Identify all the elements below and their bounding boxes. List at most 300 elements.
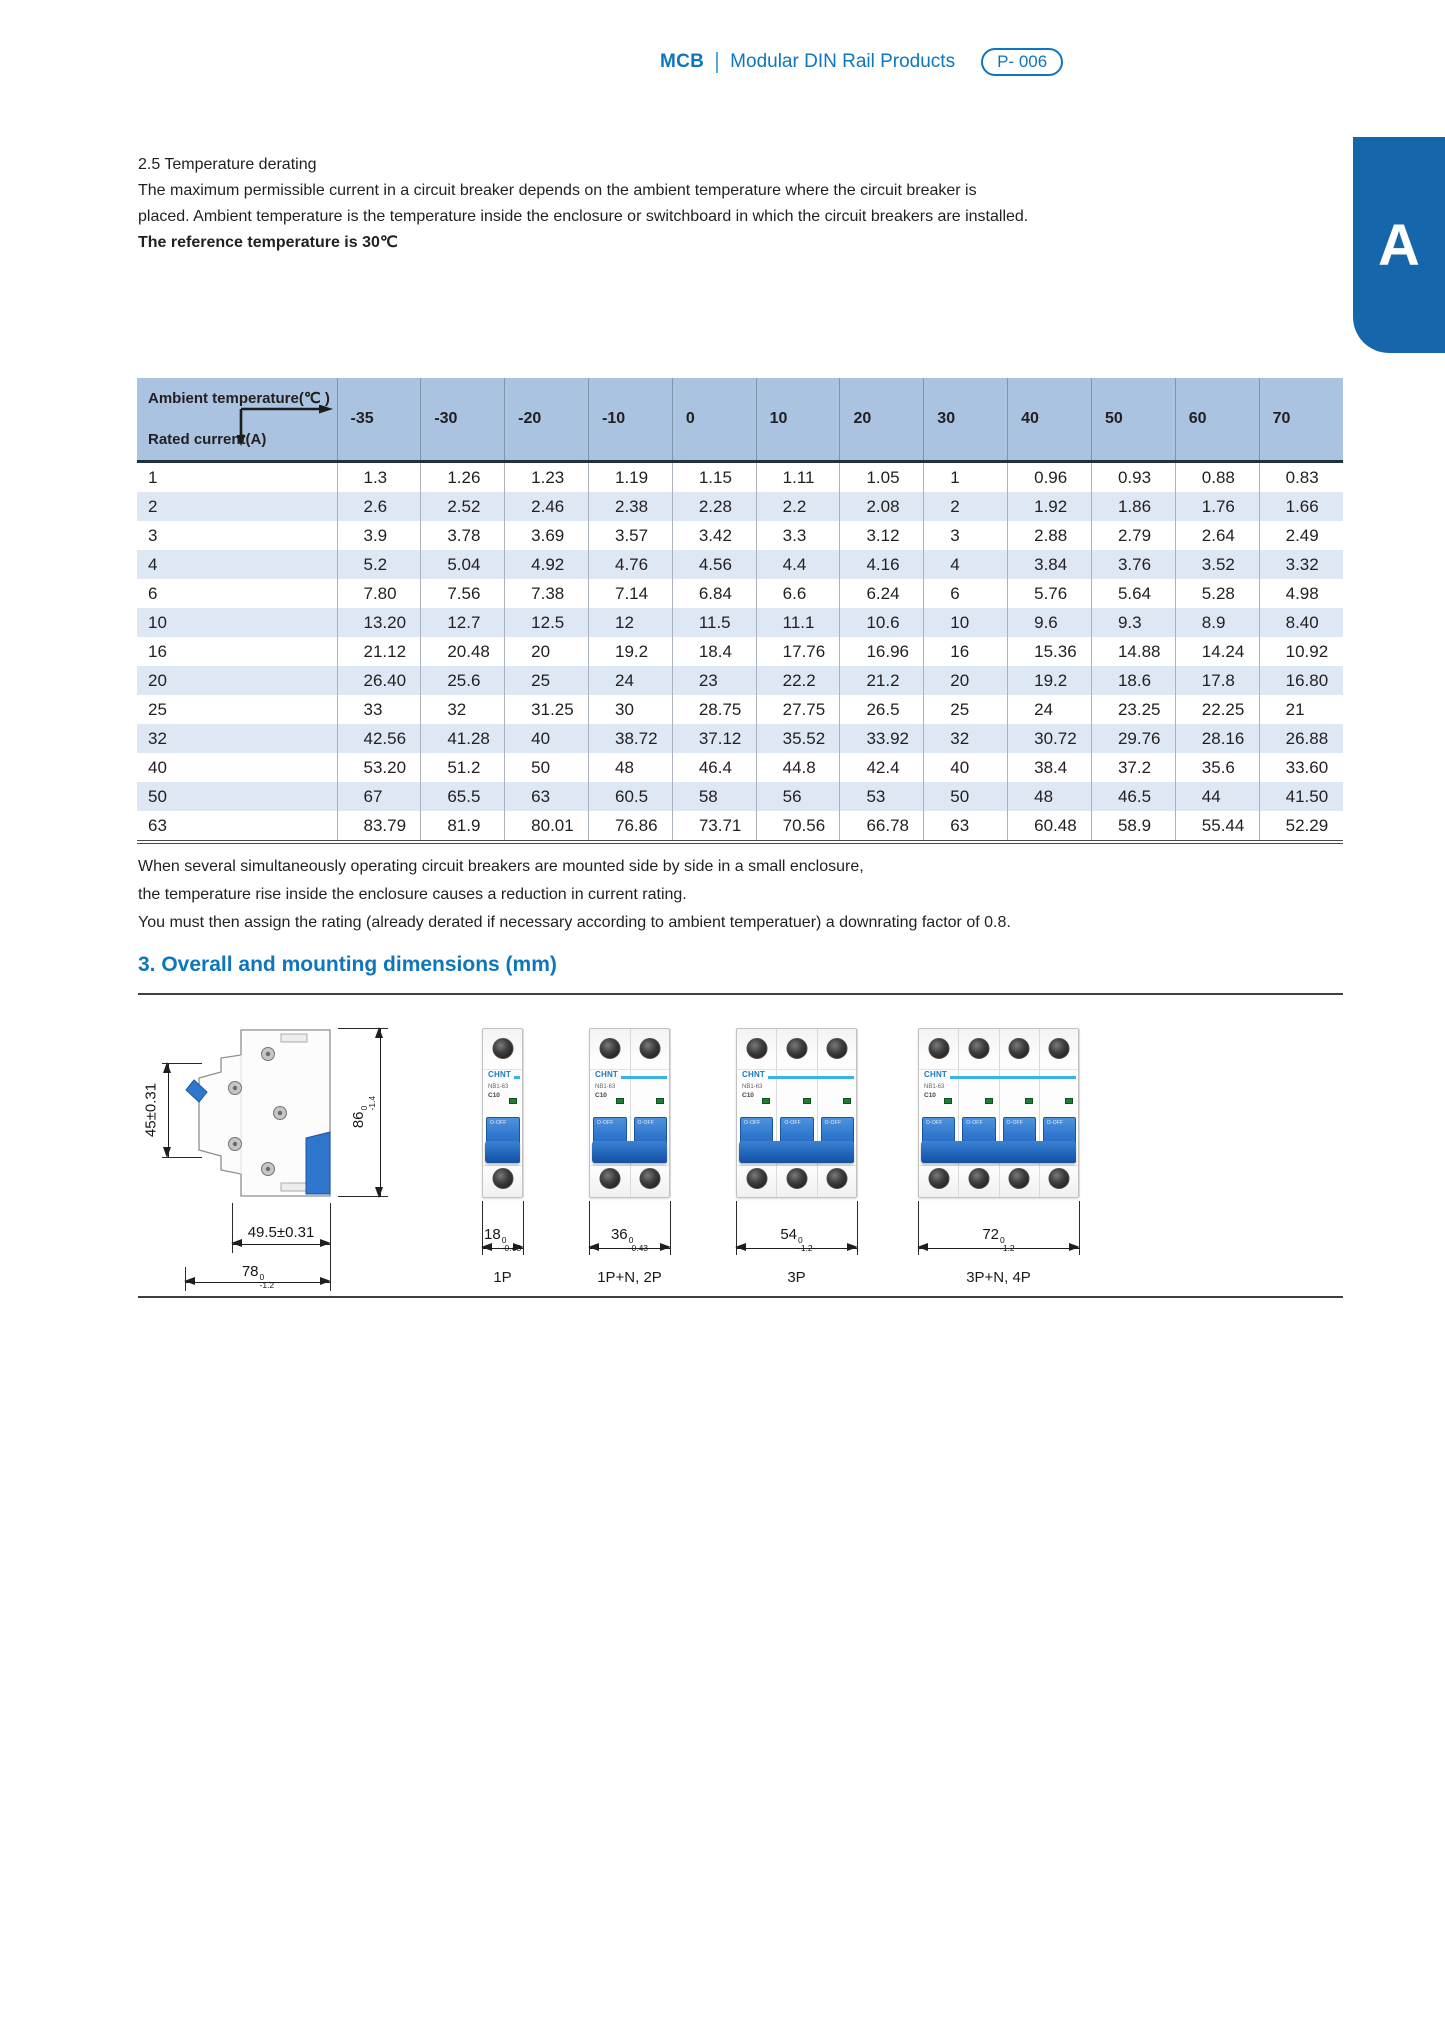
value-cell: 44 xyxy=(1175,782,1259,811)
value-cell: 33 xyxy=(337,695,421,724)
value-cell: 48 xyxy=(588,753,672,782)
value-cell: 2.08 xyxy=(840,492,924,521)
value-cell: 4 xyxy=(924,550,1008,579)
value-cell: 4.56 xyxy=(672,550,756,579)
indicator-window xyxy=(843,1098,851,1104)
mount-depth-dimension-arrow xyxy=(232,1244,330,1245)
value-cell: 2.46 xyxy=(505,492,589,521)
breaker-pole xyxy=(631,1029,672,1197)
breaker-front-view-4 xyxy=(918,1028,1079,1198)
width-dimension-label: 18 0 -0.43 xyxy=(484,1226,522,1253)
row-header-cell: 6 xyxy=(148,583,158,603)
screw-terminal-icon xyxy=(640,1038,661,1059)
value-cell: 1.3 xyxy=(337,462,421,493)
indicator-window xyxy=(762,1098,770,1104)
value-cell: 55.44 xyxy=(1175,811,1259,842)
reference-temperature-note: The reference temperature is 30℃ xyxy=(138,234,398,251)
screw-terminal-icon xyxy=(1049,1168,1070,1189)
rating-text: C10 xyxy=(742,1092,754,1099)
value-cell: 22.25 xyxy=(1175,695,1259,724)
row-header-cell: 2 xyxy=(148,496,158,516)
value-cell: 20 xyxy=(924,666,1008,695)
value-cell: 26.88 xyxy=(1259,724,1343,753)
table-row xyxy=(137,695,1343,724)
value-cell: 83.79 xyxy=(337,811,421,842)
height-dimension-arrow xyxy=(168,1063,169,1157)
value-cell: 4.92 xyxy=(505,550,589,579)
face-line xyxy=(919,1165,1078,1166)
value-cell: 0.83 xyxy=(1259,462,1343,493)
page-number-badge: P- 006 xyxy=(981,48,1063,76)
product-category: Modular DIN Rail Products xyxy=(730,51,956,72)
value-cell: 12.5 xyxy=(505,608,589,637)
value-cell: 2 xyxy=(924,492,1008,521)
breaker-front-view-2 xyxy=(589,1028,670,1198)
breaker-side-view-drawing xyxy=(183,1028,338,1198)
table-row xyxy=(137,608,1343,637)
column-header: -20 xyxy=(505,378,589,462)
width-dimension-label: 36 0 -0.43 xyxy=(610,1226,649,1253)
value-cell: 3.32 xyxy=(1259,550,1343,579)
value-cell: 2.88 xyxy=(1008,521,1092,550)
total-depth-dimension-label: 78 0 -1.2 xyxy=(241,1263,275,1290)
value-cell: 16 xyxy=(924,637,1008,666)
value-cell: 30.72 xyxy=(1008,724,1092,753)
row-header-cell: 3 xyxy=(148,525,158,545)
brand-stripe xyxy=(514,1076,520,1079)
value-cell: 16.96 xyxy=(840,637,924,666)
value-cell: 38.4 xyxy=(1008,753,1092,782)
value-cell: 58 xyxy=(672,782,756,811)
value-cell: 33.92 xyxy=(840,724,924,753)
table-row xyxy=(137,462,1343,493)
column-header: -10 xyxy=(588,378,672,462)
value-cell: 22.2 xyxy=(756,666,840,695)
breaker-pole xyxy=(1000,1029,1040,1197)
value-cell: 17.76 xyxy=(756,637,840,666)
handle-off-text: O-OFF xyxy=(597,1120,614,1126)
screw-terminal-icon xyxy=(827,1168,848,1189)
value-cell: 2.79 xyxy=(1091,521,1175,550)
row-header-cell: 63 xyxy=(148,815,167,835)
ambient-temperature-label: Ambient temperature(℃ ) xyxy=(148,390,330,407)
section-rule-top xyxy=(138,993,1343,995)
brand-logo: CHNT xyxy=(595,1070,619,1079)
value-cell: 12.7 xyxy=(421,608,505,637)
column-header: 10 xyxy=(756,378,840,462)
row-header-cell: 25 xyxy=(148,699,167,719)
value-cell: 63 xyxy=(505,782,589,811)
column-header: 60 xyxy=(1175,378,1259,462)
value-cell: 13.20 xyxy=(337,608,421,637)
screw-terminal-icon xyxy=(968,1038,989,1059)
value-cell: 8.40 xyxy=(1259,608,1343,637)
breaker-pole xyxy=(737,1029,777,1197)
row-header-cell: 10 xyxy=(148,612,167,632)
value-cell: 10 xyxy=(924,608,1008,637)
header-divider xyxy=(716,52,718,73)
face-line xyxy=(483,1165,522,1166)
screw-terminal-icon xyxy=(928,1168,949,1189)
table-row xyxy=(137,666,1343,695)
breaker-pole xyxy=(483,1029,524,1197)
value-cell: 1 xyxy=(924,462,1008,493)
value-cell: 25 xyxy=(924,695,1008,724)
pole-configuration-label: 1P xyxy=(493,1269,512,1286)
table-row xyxy=(137,724,1343,753)
intro-line-2: placed. Ambient temperature is the temperature inside the enclosure or switchboard in which the circuit breakers are installed. xyxy=(138,208,1029,225)
value-cell: 1.86 xyxy=(1091,492,1175,521)
value-cell: 21 xyxy=(1259,695,1343,724)
value-cell: 3.57 xyxy=(588,521,672,550)
value-cell: 23 xyxy=(672,666,756,695)
value-cell: 37.12 xyxy=(672,724,756,753)
value-cell: 53 xyxy=(840,782,924,811)
column-header: 30 xyxy=(924,378,1008,462)
rating-text: C10 xyxy=(924,1092,936,1099)
value-cell: 7.14 xyxy=(588,579,672,608)
value-cell: 29.76 xyxy=(1091,724,1175,753)
row-header-cell: 4 xyxy=(148,554,158,574)
screw-terminal-icon xyxy=(599,1168,620,1189)
handle-off-text: O-OFF xyxy=(1006,1120,1024,1126)
value-cell: 12 xyxy=(588,608,672,637)
value-cell: 19.2 xyxy=(1008,666,1092,695)
value-cell: 1.23 xyxy=(505,462,589,493)
value-cell: 4.98 xyxy=(1259,579,1343,608)
temperature-derating-section xyxy=(138,152,1028,256)
value-cell: 2.6 xyxy=(337,492,421,521)
value-cell: 44.8 xyxy=(756,753,840,782)
din-rail-clip xyxy=(306,1132,330,1194)
table-row xyxy=(137,782,1343,811)
indicator-window xyxy=(1025,1098,1033,1104)
indicator-window xyxy=(656,1098,664,1104)
screw-terminal-icon xyxy=(746,1038,767,1059)
brand-logo: CHNT xyxy=(742,1070,766,1079)
value-cell: 11.1 xyxy=(756,608,840,637)
width-dimension-label: 72 0 -1.2 xyxy=(982,1226,1015,1253)
rated-current-label: Rated current(A) xyxy=(148,431,267,448)
value-cell: 26.5 xyxy=(840,695,924,724)
screw-terminal-icon xyxy=(493,1038,514,1059)
column-header: -35 xyxy=(337,378,421,462)
toggle-connector-bar xyxy=(921,1141,1076,1163)
value-cell: 2.52 xyxy=(421,492,505,521)
brand-logo: CHNT xyxy=(924,1070,948,1079)
breaker-pole xyxy=(818,1029,858,1197)
section-title-2-5: 2.5 Temperature derating xyxy=(138,156,317,173)
value-cell: 31.25 xyxy=(505,695,589,724)
indicator-window xyxy=(803,1098,811,1104)
terminal-slot xyxy=(281,1034,307,1042)
value-cell: 41.50 xyxy=(1259,782,1343,811)
value-cell: 9.6 xyxy=(1008,608,1092,637)
screw-terminal-icon xyxy=(493,1168,514,1189)
screw-terminal-icon xyxy=(640,1168,661,1189)
value-cell: 0.96 xyxy=(1008,462,1092,493)
rating-text: C10 xyxy=(595,1092,607,1099)
table-row xyxy=(137,579,1343,608)
terminal-slot xyxy=(281,1183,307,1191)
screw-terminal-icon xyxy=(1049,1038,1070,1059)
breaker-front-view-1 xyxy=(482,1028,523,1198)
table-row xyxy=(137,811,1343,842)
screw-terminal-icon xyxy=(1009,1038,1030,1059)
value-cell: 25.6 xyxy=(421,666,505,695)
value-cell: 7.56 xyxy=(421,579,505,608)
value-cell: 3.84 xyxy=(1008,550,1092,579)
value-cell: 7.80 xyxy=(337,579,421,608)
value-cell: 40 xyxy=(505,724,589,753)
value-cell: 51.2 xyxy=(421,753,505,782)
model-text: NB1-63 xyxy=(595,1084,616,1090)
value-cell: 6 xyxy=(924,579,1008,608)
value-cell: 3.69 xyxy=(505,521,589,550)
value-cell: 10.6 xyxy=(840,608,924,637)
pole-configuration-label: 1P+N, 2P xyxy=(597,1269,662,1286)
breaker-pole xyxy=(959,1029,999,1197)
column-header: 50 xyxy=(1091,378,1175,462)
value-cell: 26.40 xyxy=(337,666,421,695)
value-cell: 50 xyxy=(924,782,1008,811)
value-cell: 21.12 xyxy=(337,637,421,666)
value-cell: 14.24 xyxy=(1175,637,1259,666)
breaker-pole xyxy=(777,1029,817,1197)
value-cell: 5.28 xyxy=(1175,579,1259,608)
value-cell: 24 xyxy=(588,666,672,695)
intro-line-1: The maximum permissible current in a circuit breaker depends on the ambient temperature where the circuit breaker is xyxy=(138,182,977,199)
value-cell: 3.78 xyxy=(421,521,505,550)
indicator-window xyxy=(944,1098,952,1104)
value-cell: 20 xyxy=(505,637,589,666)
value-cell: 35.6 xyxy=(1175,753,1259,782)
value-cell: 4.16 xyxy=(840,550,924,579)
value-cell: 2.2 xyxy=(756,492,840,521)
value-cell: 30 xyxy=(588,695,672,724)
handle-off-text: O-OFF xyxy=(744,1120,761,1126)
screw-terminal-icon xyxy=(968,1168,989,1189)
value-cell: 8.9 xyxy=(1175,608,1259,637)
handle-off-text: O-OFF xyxy=(784,1120,801,1126)
note-line-2: the temperature rise inside the enclosure causes a reduction in current rating. xyxy=(138,886,687,903)
value-cell: 41.28 xyxy=(421,724,505,753)
value-cell: 42.56 xyxy=(337,724,421,753)
value-cell: 19.2 xyxy=(588,637,672,666)
section-index-letter: A xyxy=(1378,212,1420,278)
brand-stripe xyxy=(768,1076,854,1079)
value-cell: 3.52 xyxy=(1175,550,1259,579)
value-cell: 1.15 xyxy=(672,462,756,493)
screw-terminal-icon xyxy=(928,1038,949,1059)
value-cell: 66.78 xyxy=(840,811,924,842)
value-cell: 28.75 xyxy=(672,695,756,724)
section-title-3: 3. Overall and mounting dimensions (mm) xyxy=(138,953,557,976)
value-cell: 0.93 xyxy=(1091,462,1175,493)
model-text: NB1-63 xyxy=(742,1084,763,1090)
column-header: -30 xyxy=(421,378,505,462)
breaker-front-view-3 xyxy=(736,1028,857,1198)
value-cell: 76.86 xyxy=(588,811,672,842)
value-cell: 42.4 xyxy=(840,753,924,782)
pole-configuration-label: 3P xyxy=(787,1269,806,1286)
handle-off-text: O-OFF xyxy=(490,1120,507,1126)
section-rule-bottom xyxy=(138,1296,1343,1298)
value-cell: 7.38 xyxy=(505,579,589,608)
indicator-window xyxy=(616,1098,624,1104)
value-cell: 48 xyxy=(1008,782,1092,811)
table-header-row xyxy=(137,378,1343,462)
table-row xyxy=(137,492,1343,521)
value-cell: 18.4 xyxy=(672,637,756,666)
pole-configuration-label: 3P+N, 4P xyxy=(966,1269,1031,1286)
column-header: 70 xyxy=(1259,378,1343,462)
handle-off-text: O-OFF xyxy=(1046,1120,1064,1126)
indicator-window xyxy=(509,1098,517,1104)
value-cell: 6.6 xyxy=(756,579,840,608)
value-cell: 3 xyxy=(924,521,1008,550)
brand-stripe xyxy=(950,1076,1076,1079)
value-cell: 58.9 xyxy=(1091,811,1175,842)
value-cell: 2.49 xyxy=(1259,521,1343,550)
brand-logo: CHNT xyxy=(488,1070,512,1079)
rating-text: C10 xyxy=(488,1092,500,1099)
value-cell: 3.76 xyxy=(1091,550,1175,579)
mount-depth-dimension-label: 49.5±0.31 xyxy=(247,1224,315,1241)
height-dimension-label: 45±0.31 xyxy=(142,1082,160,1138)
handle-off-text: O-OFF xyxy=(824,1120,842,1126)
value-cell: 1.26 xyxy=(421,462,505,493)
value-cell: 81.9 xyxy=(421,811,505,842)
value-cell: 56 xyxy=(756,782,840,811)
total-height-dimension-label: 86 0 -1.4 xyxy=(350,1095,377,1129)
breaker-pole xyxy=(590,1029,631,1197)
value-cell: 2.64 xyxy=(1175,521,1259,550)
section-index-tab xyxy=(1353,137,1445,353)
value-cell: 9.3 xyxy=(1091,608,1175,637)
table-row xyxy=(137,550,1343,579)
screw-terminal-icon xyxy=(599,1038,620,1059)
column-header: 40 xyxy=(1008,378,1092,462)
breaker-pole xyxy=(919,1029,959,1197)
value-cell: 1.11 xyxy=(756,462,840,493)
value-cell: 46.4 xyxy=(672,753,756,782)
value-cell: 14.88 xyxy=(1091,637,1175,666)
value-cell: 3.42 xyxy=(672,521,756,550)
value-cell: 32 xyxy=(421,695,505,724)
value-cell: 60.48 xyxy=(1008,811,1092,842)
width-dimension-label: 54 0 -1.2 xyxy=(780,1226,813,1253)
value-cell: 40 xyxy=(924,753,1008,782)
value-cell: 0.88 xyxy=(1175,462,1259,493)
table-row xyxy=(137,753,1343,782)
value-cell: 52.29 xyxy=(1259,811,1343,842)
value-cell: 73.71 xyxy=(672,811,756,842)
note-line-3: You must then assign the rating (already derated if necessary according to ambient temperatuer) a downrating factor of 0.8. xyxy=(138,914,1011,931)
handle-off-text: O-OFF xyxy=(637,1120,655,1126)
value-cell: 5.2 xyxy=(337,550,421,579)
toggle-connector-bar xyxy=(592,1141,667,1163)
value-cell: 28.16 xyxy=(1175,724,1259,753)
column-header: 0 xyxy=(672,378,756,462)
screw-terminal-icon xyxy=(827,1038,848,1059)
value-cell: 4.76 xyxy=(588,550,672,579)
value-cell: 46.5 xyxy=(1091,782,1175,811)
value-cell: 3.9 xyxy=(337,521,421,550)
row-header-cell: 20 xyxy=(148,670,167,690)
value-cell: 6.84 xyxy=(672,579,756,608)
table-corner-cell xyxy=(137,378,337,462)
value-cell: 35.52 xyxy=(756,724,840,753)
value-cell: 2.28 xyxy=(672,492,756,521)
total-height-dimension-arrow xyxy=(380,1028,381,1197)
value-cell: 16.80 xyxy=(1259,666,1343,695)
value-cell: 65.5 xyxy=(421,782,505,811)
temperature-derating-table xyxy=(137,378,1343,844)
value-cell: 2.38 xyxy=(588,492,672,521)
value-cell: 25 xyxy=(505,666,589,695)
indicator-window xyxy=(1065,1098,1073,1104)
value-cell: 11.5 xyxy=(672,608,756,637)
face-line xyxy=(737,1165,856,1166)
value-cell: 3.3 xyxy=(756,521,840,550)
handle-off-text: O-OFF xyxy=(966,1120,983,1126)
value-cell: 67 xyxy=(337,782,421,811)
value-cell: 1.92 xyxy=(1008,492,1092,521)
value-cell: 27.75 xyxy=(756,695,840,724)
value-cell: 6.24 xyxy=(840,579,924,608)
value-cell: 17.8 xyxy=(1175,666,1259,695)
row-header-cell: 50 xyxy=(148,786,167,806)
value-cell: 38.72 xyxy=(588,724,672,753)
row-header-cell: 32 xyxy=(148,728,167,748)
screw-terminal-icon xyxy=(746,1168,767,1189)
document-header xyxy=(660,48,1063,76)
note-line-1: When several simultaneously operating circuit breakers are mounted side by side in a small enclosure, xyxy=(138,858,864,875)
value-cell: 1.05 xyxy=(840,462,924,493)
indicator-window xyxy=(985,1098,993,1104)
value-cell: 50 xyxy=(505,753,589,782)
value-cell: 5.76 xyxy=(1008,579,1092,608)
enclosure-note xyxy=(138,853,1011,937)
breaker-pole xyxy=(1040,1029,1080,1197)
value-cell: 24 xyxy=(1008,695,1092,724)
value-cell: 1.66 xyxy=(1259,492,1343,521)
row-header-cell: 1 xyxy=(148,467,158,487)
toggle-connector-bar xyxy=(739,1141,854,1163)
value-cell: 70.56 xyxy=(756,811,840,842)
handle-off-text: O-OFF xyxy=(926,1120,943,1126)
value-cell: 32 xyxy=(924,724,1008,753)
column-header: 20 xyxy=(840,378,924,462)
value-cell: 21.2 xyxy=(840,666,924,695)
table-row xyxy=(137,637,1343,666)
value-cell: 3.12 xyxy=(840,521,924,550)
value-cell: 20.48 xyxy=(421,637,505,666)
value-cell: 1.19 xyxy=(588,462,672,493)
value-cell: 10.92 xyxy=(1259,637,1343,666)
screw-terminal-icon xyxy=(786,1168,807,1189)
value-cell: 5.04 xyxy=(421,550,505,579)
row-header-cell: 16 xyxy=(148,641,167,661)
screw-terminal-icon xyxy=(786,1038,807,1059)
value-cell: 23.25 xyxy=(1091,695,1175,724)
value-cell: 4.4 xyxy=(756,550,840,579)
value-cell: 33.60 xyxy=(1259,753,1343,782)
screw-terminal-icon xyxy=(1009,1168,1030,1189)
toggle-connector-bar xyxy=(485,1141,520,1163)
product-name: MCB xyxy=(660,51,705,72)
